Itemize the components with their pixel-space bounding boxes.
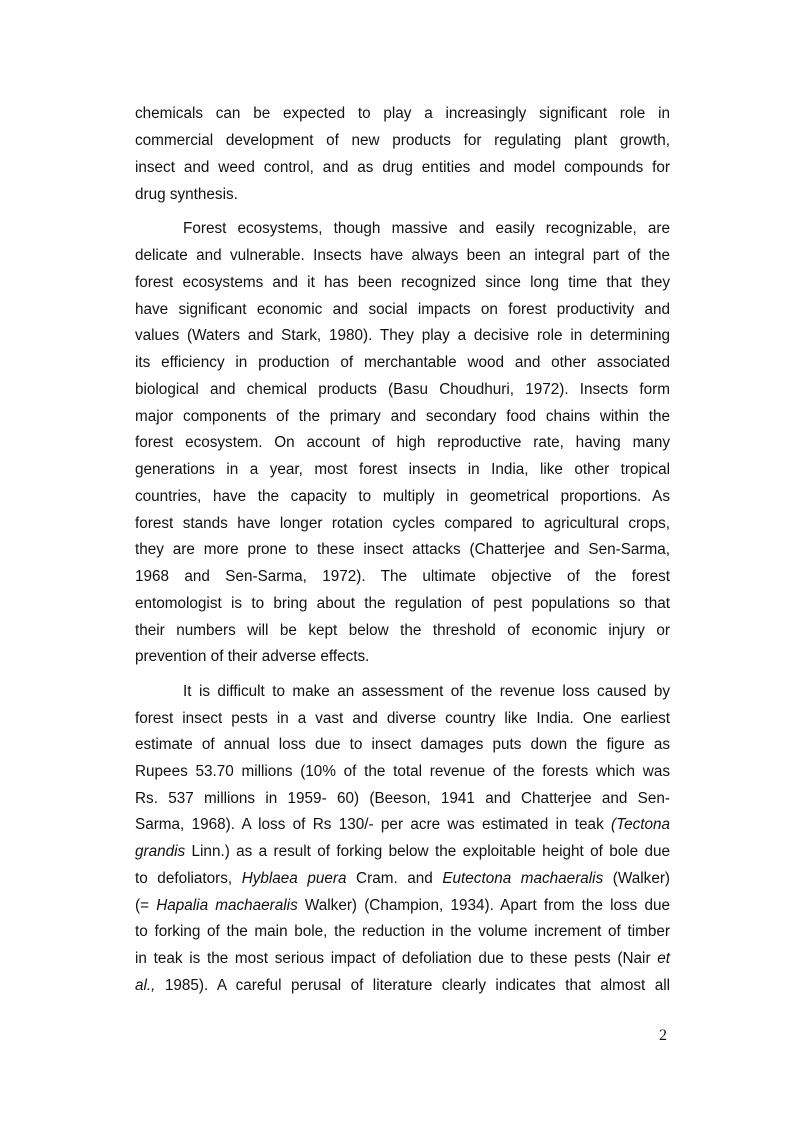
p1-line-1: chemicals can be expected to play a increasingly significant role in xyxy=(135,105,670,122)
p3-line-11 xyxy=(135,949,670,969)
p3-line-8-walker: (Walker) xyxy=(603,870,671,887)
p3-line-8-cram: Cram. and xyxy=(346,870,443,887)
p1-line-3: insect and weed control, and as drug entities and model compounds for xyxy=(135,159,670,176)
p2-line-10: generations in a year, most forest insects in India, like other tropical xyxy=(135,461,670,478)
p3-line-1: It is difficult to make an assessment of the revenue loss caused by xyxy=(183,683,670,700)
p2-line-2: delicate and vulnerable. Insects have always been an integral part of the xyxy=(135,247,670,264)
species-name-grandis: grandis xyxy=(135,843,186,860)
p2-line-9: forest ecosystem. On account of high reproductive rate, having many xyxy=(135,434,670,451)
p2-line-4: have significant economic and social impacts on forest productivity and xyxy=(135,301,670,318)
species-name-tectona: (Tectona xyxy=(611,816,670,833)
p3-line-7-text: Linn.) as a result of forking below the exploitable height of bole due xyxy=(191,843,670,860)
p2-line-6: its efficiency in production of merchantable wood and other associated xyxy=(135,354,670,371)
p3-line-9 xyxy=(135,896,670,916)
p3-line-6-text: Sarma, 1968). A loss of Rs 130/- per acre was estimated in teak xyxy=(135,816,612,833)
p2-line-15: entomologist is to bring about the regulation of pest populations so that xyxy=(135,595,670,612)
p3-line-5: Rs. 537 millions in 1959- 60) (Beeson, 1941 and Chatterjee and Sen- xyxy=(135,790,670,807)
citation-al: al., xyxy=(135,977,156,994)
p2-line-12: forest stands have longer rotation cycles compared to agricultural crops, xyxy=(135,515,670,532)
p3-line-6 xyxy=(135,815,670,835)
p2-line-13: they are more prone to these insect attacks (Chatterjee and Sen-Sarma, xyxy=(135,541,670,558)
p2-line-5: values (Waters and Stark, 1980). They play a decisive role in determining xyxy=(135,327,670,344)
p2-line-7: biological and chemical products (Basu Choudhuri, 1972). Insects form xyxy=(135,381,670,398)
p3-line-3: estimate of annual loss due to insect damages puts down the figure as xyxy=(135,736,670,753)
p3-line-9-text: (= xyxy=(135,897,157,914)
p1-line-2: commercial development of new products for regulating plant growth, xyxy=(135,132,670,149)
p3-line-9-walker: Walker) (Champion, 1934). Apart from the loss due xyxy=(297,897,670,914)
page-number: 2 xyxy=(659,1027,667,1044)
citation-et: et xyxy=(657,950,670,967)
p3-line-10: to forking of the main bole, the reduction in the volume increment of timber xyxy=(135,923,670,940)
species-name-hyblaea: Hyblaea puera xyxy=(241,870,347,887)
p2-line-16: their numbers will be kept below the threshold of economic injury or xyxy=(135,622,670,639)
p3-line-7 xyxy=(135,842,670,862)
species-name-hapalia: Hapalia machaeralis xyxy=(156,897,298,914)
p3-line-2: forest insect pests in a vast and diverse country like India. One earliest xyxy=(135,710,670,727)
species-name-eutectona: Eutectona machaeralis xyxy=(442,870,604,887)
p3-line-12 xyxy=(135,976,670,996)
p2-line-1: Forest ecosystems, though massive and easily recognizable, are xyxy=(183,220,670,237)
p3-line-4: Rupees 53.70 millions (10% of the total revenue of the forests which was xyxy=(135,763,670,780)
p3-line-8-text: to defoliators, xyxy=(135,870,242,887)
p3-line-8 xyxy=(135,869,670,889)
p3-line-11-text: in teak is the most serious impact of defoliation due to these pests (Nair xyxy=(135,950,658,967)
p2-line-11: countries, have the capacity to multiply in geometrical proportions. As xyxy=(135,488,670,505)
p2-line-8: major components of the primary and secondary food chains within the xyxy=(135,408,670,425)
p2-line-14: 1968 and Sen-Sarma, 1972). The ultimate objective of the forest xyxy=(135,568,670,585)
p3-line-12-text: 1985). A careful perusal of literature clearly indicates that almost all xyxy=(164,977,670,994)
p2-line-3: forest ecosystems and it has been recognized since long time that they xyxy=(135,274,670,291)
p1-line-4: drug synthesis. xyxy=(135,186,238,203)
p2-line-17: prevention of their adverse effects. xyxy=(135,648,370,665)
